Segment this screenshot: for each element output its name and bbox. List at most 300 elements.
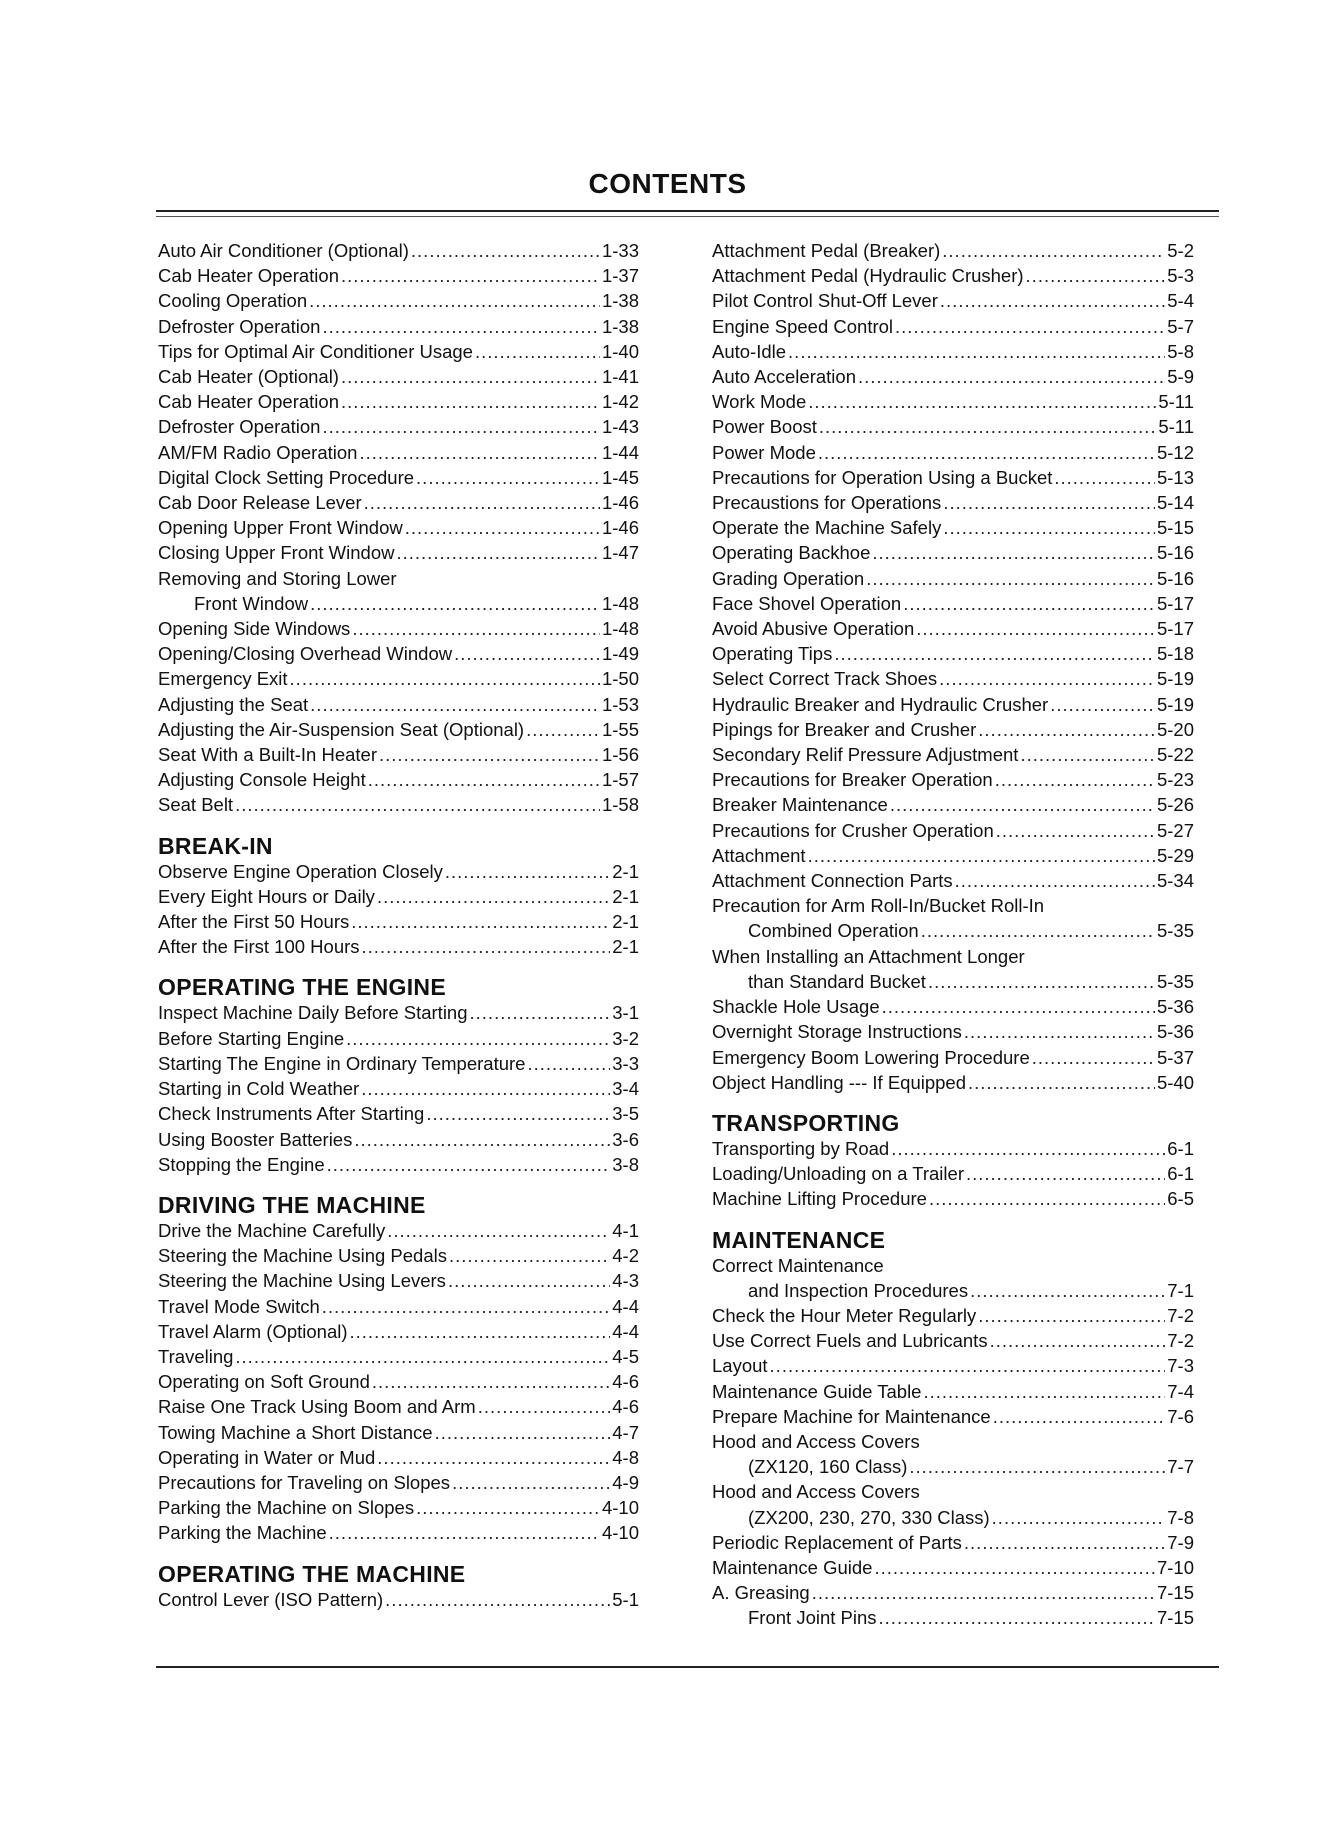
toc-entry-title: Emergency Exit bbox=[158, 668, 288, 690]
toc-group bbox=[712, 1530, 1194, 1606]
toc-entry-page: 6-1 bbox=[1167, 1137, 1194, 1159]
toc-entry-title: Maintenance Guide Table bbox=[712, 1380, 922, 1402]
dot-leader bbox=[290, 666, 600, 691]
toc-entry-page: 1-49 bbox=[601, 643, 639, 665]
toc-entry-page: 5-7 bbox=[1167, 315, 1194, 337]
toc-entry-page: 5-15 bbox=[1156, 517, 1194, 539]
toc-entry[interactable] bbox=[158, 414, 639, 439]
toc-entry-title: Digital Clock Setting Procedure bbox=[158, 466, 415, 488]
toc-entry-page: 5-16 bbox=[1156, 542, 1194, 564]
dot-leader bbox=[1054, 465, 1155, 490]
toc-entry-title: Pilot Control Shut-Off Lever bbox=[712, 290, 938, 312]
toc-entry[interactable] bbox=[158, 909, 639, 934]
dot-leader bbox=[341, 364, 600, 389]
toc-entry[interactable] bbox=[712, 515, 1194, 540]
toc-entry[interactable] bbox=[712, 1605, 1194, 1630]
dot-leader bbox=[322, 314, 600, 339]
toc-entry-title: Overnight Storage Instructions bbox=[712, 1021, 962, 1043]
toc-entry-page: 4-6 bbox=[612, 1396, 639, 1418]
dot-leader bbox=[352, 616, 600, 641]
toc-entry-page: 2-1 bbox=[612, 936, 639, 958]
toc-entry[interactable] bbox=[712, 868, 1194, 893]
dot-leader bbox=[416, 465, 600, 490]
toc-entry-title: Cooling Operation bbox=[158, 290, 308, 312]
toc-entry[interactable] bbox=[158, 717, 639, 742]
dot-leader bbox=[341, 389, 600, 414]
dot-leader bbox=[879, 1605, 1155, 1630]
toc-entry[interactable] bbox=[712, 717, 1194, 742]
toc-entry[interactable] bbox=[158, 1218, 639, 1243]
toc-entry-page: 7-1 bbox=[1167, 1279, 1194, 1301]
toc-entry-page: 5-11 bbox=[1158, 391, 1194, 413]
dot-leader bbox=[310, 692, 600, 717]
toc-entry-page: 6-1 bbox=[1167, 1163, 1194, 1185]
dot-leader bbox=[943, 490, 1155, 515]
toc-entry-title: Drive the Machine Carefully bbox=[158, 1219, 386, 1241]
toc-entry-title: Adjusting the Air-Suspension Seat (Optional) bbox=[158, 718, 525, 740]
toc-entry[interactable] bbox=[158, 1294, 639, 1319]
toc-entry-page: 3-8 bbox=[612, 1153, 639, 1175]
toc-entry-title: Machine Lifting Procedure bbox=[712, 1188, 927, 1210]
toc-entry-title: Opening Upper Front Window bbox=[158, 517, 403, 539]
toc-entry[interactable] bbox=[712, 414, 1194, 439]
dot-leader bbox=[322, 414, 600, 439]
dot-leader bbox=[350, 1319, 611, 1344]
toc-entry[interactable] bbox=[158, 490, 639, 515]
toc-entry-page: 7-10 bbox=[1156, 1556, 1194, 1578]
toc-entry-title: Starting in Cold Weather bbox=[158, 1078, 360, 1100]
toc-entry[interactable] bbox=[712, 364, 1194, 389]
toc-group bbox=[158, 1587, 639, 1612]
toc-entry-title: Power Boost bbox=[712, 416, 817, 438]
toc-entry-title: Operate the Machine Safely bbox=[712, 517, 942, 539]
toc-entry[interactable] bbox=[712, 314, 1194, 339]
toc-entry[interactable] bbox=[158, 884, 639, 909]
toc-entry[interactable] bbox=[158, 1470, 639, 1495]
dot-leader bbox=[770, 1353, 1166, 1378]
toc-entry[interactable] bbox=[158, 238, 639, 263]
dot-leader bbox=[368, 767, 600, 792]
toc-entry[interactable] bbox=[158, 1101, 639, 1126]
toc-entry-title: Front Joint Pins bbox=[748, 1607, 877, 1629]
toc-entry[interactable] bbox=[158, 314, 639, 339]
toc-entry-first-line[interactable]: Hood and Access Covers bbox=[712, 1481, 920, 1503]
toc-entry[interactable] bbox=[158, 364, 639, 389]
toc-entry-title: than Standard Bucket bbox=[748, 970, 926, 992]
toc-entry-page: 3-1 bbox=[612, 1002, 639, 1024]
dot-leader bbox=[970, 1278, 1165, 1303]
toc-entry-page: 5-40 bbox=[1156, 1071, 1194, 1093]
dot-leader bbox=[387, 1218, 610, 1243]
toc-entry-page: 2-1 bbox=[612, 911, 639, 933]
toc-entry-page: 3-2 bbox=[612, 1027, 639, 1049]
toc-entry-page: 2-1 bbox=[612, 860, 639, 882]
toc-entry[interactable] bbox=[712, 440, 1194, 465]
dot-leader bbox=[327, 1152, 611, 1177]
toc-entry-title: Stopping the Engine bbox=[158, 1153, 325, 1175]
toc-entry[interactable] bbox=[158, 1369, 639, 1394]
toc-entry[interactable] bbox=[712, 1019, 1194, 1044]
dot-leader bbox=[891, 1136, 1165, 1161]
dot-leader bbox=[526, 717, 600, 742]
toc-entry-title: Operating on Soft Ground bbox=[158, 1371, 370, 1393]
toc-entry-title: Auto Acceleration bbox=[712, 366, 856, 388]
toc-entry[interactable] bbox=[158, 1152, 639, 1177]
toc-entry[interactable] bbox=[712, 288, 1194, 313]
toc-entry[interactable] bbox=[158, 288, 639, 313]
toc-entry[interactable] bbox=[158, 767, 639, 792]
toc-entry-page: 4-10 bbox=[601, 1497, 639, 1519]
toc-entry[interactable] bbox=[712, 1505, 1194, 1530]
dot-leader bbox=[426, 1101, 610, 1126]
toc-entry-title: Operating Backhoe bbox=[712, 542, 871, 564]
toc-entry[interactable] bbox=[712, 1580, 1194, 1605]
dot-leader bbox=[1020, 742, 1155, 767]
toc-entry[interactable] bbox=[712, 994, 1194, 1019]
toc-entry[interactable] bbox=[158, 339, 639, 364]
toc-entry-page: 4-4 bbox=[612, 1295, 639, 1317]
toc-entry-title: Control Lever (ISO Pattern) bbox=[158, 1588, 384, 1610]
toc-entry-page: 7-2 bbox=[1167, 1304, 1194, 1326]
toc-entry-title: Attachment bbox=[712, 844, 806, 866]
toc-entry-page: 1-43 bbox=[601, 416, 639, 438]
toc-entry[interactable] bbox=[712, 1045, 1194, 1070]
toc-entry[interactable] bbox=[158, 1420, 639, 1445]
toc-entry-page: 7-7 bbox=[1167, 1456, 1194, 1478]
toc-entry-title: Check Instruments After Starting bbox=[158, 1103, 425, 1125]
dot-leader bbox=[909, 1454, 1165, 1479]
toc-entry[interactable] bbox=[712, 1379, 1194, 1404]
toc-entry[interactable] bbox=[158, 515, 639, 540]
toc-entry[interactable] bbox=[712, 818, 1194, 843]
toc-entry[interactable] bbox=[158, 1026, 639, 1051]
toc-entry-title: Using Booster Batteries bbox=[158, 1128, 353, 1150]
toc-entry[interactable] bbox=[158, 1445, 639, 1470]
toc-entry-page: 4-6 bbox=[612, 1371, 639, 1393]
toc-entry-title: Seat With a Built-In Heater bbox=[158, 744, 378, 766]
toc-entry-title: Cab Door Release Lever bbox=[158, 492, 362, 514]
toc-entry-title: Power Mode bbox=[712, 441, 816, 463]
toc-entry-page: 1-56 bbox=[601, 744, 639, 766]
toc-right-column bbox=[712, 238, 1194, 1631]
toc-entry-title: Attachment Pedal (Hydraulic Crusher) bbox=[712, 265, 1024, 287]
dot-leader bbox=[808, 389, 1156, 414]
toc-entry-page: 1-46 bbox=[601, 492, 639, 514]
toc-entry-title: Loading/Unloading on a Trailer bbox=[712, 1163, 964, 1185]
toc-entry-title: Combined Operation bbox=[748, 920, 919, 942]
toc-entry-page: 7-9 bbox=[1167, 1531, 1194, 1553]
toc-entry[interactable] bbox=[158, 1268, 639, 1293]
toc-entry-title: Starting The Engine in Ordinary Temperature bbox=[158, 1052, 526, 1074]
toc-entry-page: 5-36 bbox=[1156, 996, 1194, 1018]
toc-entry[interactable] bbox=[712, 843, 1194, 868]
dot-leader bbox=[942, 238, 1165, 263]
toc-entry[interactable] bbox=[712, 1186, 1194, 1211]
toc-entry[interactable] bbox=[712, 263, 1194, 288]
toc-entry[interactable] bbox=[712, 1404, 1194, 1429]
dot-leader bbox=[1026, 263, 1166, 288]
toc-entry-page: 5-22 bbox=[1156, 744, 1194, 766]
toc-entry[interactable] bbox=[158, 1127, 639, 1152]
dot-leader bbox=[405, 515, 600, 540]
toc-entry[interactable] bbox=[158, 1319, 639, 1344]
toc-entry[interactable] bbox=[712, 465, 1194, 490]
toc-entry-page: 3-6 bbox=[612, 1128, 639, 1150]
toc-entry-page: 1-42 bbox=[601, 391, 639, 413]
top-rule bbox=[156, 210, 1219, 212]
toc-entry-page: 6-5 bbox=[1167, 1188, 1194, 1210]
toc-entry[interactable] bbox=[712, 1454, 1194, 1479]
toc-entry[interactable] bbox=[712, 792, 1194, 817]
toc-entry-page: 1-38 bbox=[601, 315, 639, 337]
dot-leader bbox=[939, 666, 1155, 691]
toc-entry-page: 1-38 bbox=[601, 290, 639, 312]
toc-entry[interactable] bbox=[158, 1243, 639, 1268]
toc-entry-page: 3-3 bbox=[612, 1052, 639, 1074]
dot-leader bbox=[964, 1530, 1165, 1555]
toc-entry-page: 1-44 bbox=[601, 441, 639, 463]
toc-entry-page: 1-50 bbox=[601, 668, 639, 690]
toc-entry[interactable] bbox=[712, 616, 1194, 641]
toc-entry-first-line[interactable]: Correct Maintenance bbox=[712, 1254, 884, 1276]
toc-entry-title: Use Correct Fuels and Lubricants bbox=[712, 1330, 988, 1352]
dot-leader bbox=[448, 1268, 610, 1293]
dot-leader bbox=[1032, 1045, 1155, 1070]
toc-entry-first-line[interactable]: Removing and Storing Lower bbox=[158, 567, 397, 589]
dot-leader bbox=[834, 641, 1155, 666]
dot-leader bbox=[818, 440, 1155, 465]
toc-entry[interactable] bbox=[712, 767, 1194, 792]
dot-leader bbox=[808, 843, 1155, 868]
toc-entry[interactable] bbox=[158, 1587, 639, 1612]
toc-entry[interactable] bbox=[712, 1070, 1194, 1095]
toc-entry-page: 5-19 bbox=[1156, 668, 1194, 690]
toc-entry-title: Periodic Replacement of Parts bbox=[712, 1531, 962, 1553]
dot-leader bbox=[235, 1344, 610, 1369]
toc-group bbox=[158, 1218, 639, 1546]
dot-leader bbox=[819, 414, 1156, 439]
toc-entry-title: Check the Hour Meter Regularly bbox=[712, 1304, 977, 1326]
toc-entry-title: Inspect Machine Daily Before Starting bbox=[158, 1002, 468, 1024]
dot-leader bbox=[968, 1070, 1155, 1095]
dot-leader bbox=[903, 591, 1155, 616]
dot-leader bbox=[955, 868, 1155, 893]
toc-entry[interactable] bbox=[712, 692, 1194, 717]
dot-leader bbox=[359, 440, 600, 465]
dot-leader bbox=[940, 288, 1165, 313]
toc-entry-title: Steering the Machine Using Pedals bbox=[158, 1245, 447, 1267]
toc-entry-page: 3-5 bbox=[612, 1103, 639, 1125]
dot-leader bbox=[923, 1379, 1165, 1404]
toc-entry-page: 4-2 bbox=[612, 1245, 639, 1267]
toc-entry[interactable] bbox=[712, 666, 1194, 691]
toc-entry[interactable] bbox=[712, 540, 1194, 565]
toc-entry[interactable] bbox=[712, 389, 1194, 414]
toc-left-column bbox=[158, 238, 639, 1612]
toc-entry[interactable] bbox=[158, 1495, 639, 1520]
toc-entry[interactable] bbox=[158, 540, 639, 565]
toc-entry-page: 5-27 bbox=[1156, 819, 1194, 841]
toc-entry-page: 7-15 bbox=[1156, 1582, 1194, 1604]
toc-entry[interactable] bbox=[712, 1328, 1194, 1353]
dot-leader bbox=[1050, 692, 1155, 717]
toc-entry-page: 7-6 bbox=[1167, 1405, 1194, 1427]
toc-entry-page: 5-35 bbox=[1156, 920, 1194, 942]
toc-entry[interactable] bbox=[158, 465, 639, 490]
toc-entry-page: 5-19 bbox=[1156, 693, 1194, 715]
toc-entry-page: 4-5 bbox=[612, 1345, 639, 1367]
toc-entry-title: Precautions for Operation Using a Bucket bbox=[712, 466, 1053, 488]
toc-entry-title: Engine Speed Control bbox=[712, 315, 894, 337]
toc-entry-title: Front Window bbox=[194, 592, 309, 614]
toc-entry[interactable] bbox=[158, 742, 639, 767]
dot-leader bbox=[978, 717, 1155, 742]
toc-group bbox=[712, 1136, 1194, 1212]
toc-entry[interactable] bbox=[712, 1303, 1194, 1328]
toc-entry-page: 3-4 bbox=[612, 1078, 639, 1100]
toc-group bbox=[158, 1000, 639, 1176]
toc-entry-title: and Inspection Procedures bbox=[748, 1279, 969, 1301]
toc-entry[interactable] bbox=[712, 1555, 1194, 1580]
toc-entry[interactable] bbox=[712, 1136, 1194, 1161]
top-rule-thin bbox=[156, 216, 1219, 217]
dot-leader bbox=[396, 540, 599, 565]
dot-leader bbox=[966, 1161, 1165, 1186]
toc-entry-page: 5-35 bbox=[1156, 970, 1194, 992]
toc-entry-title: Travel Alarm (Optional) bbox=[158, 1320, 348, 1342]
toc-entry-title: Object Handling --- If Equipped bbox=[712, 1071, 966, 1093]
toc-entry-title: Avoid Abusive Operation bbox=[712, 618, 915, 640]
toc-entry-first-line[interactable]: Hood and Access Covers bbox=[712, 1430, 920, 1452]
toc-entry[interactable] bbox=[158, 1394, 639, 1419]
toc-entry[interactable] bbox=[712, 490, 1194, 515]
dot-leader bbox=[996, 818, 1155, 843]
toc-entry[interactable] bbox=[712, 1161, 1194, 1186]
dot-leader bbox=[995, 767, 1155, 792]
toc-entry-title: Prepare Machine for Maintenance bbox=[712, 1405, 991, 1427]
toc-entry-page: 5-8 bbox=[1167, 340, 1194, 362]
dot-leader bbox=[895, 314, 1165, 339]
toc-entry-title: Raise One Track Using Boom and Arm bbox=[158, 1396, 476, 1418]
toc-entry[interactable] bbox=[158, 263, 639, 288]
toc-entry-page: 5-26 bbox=[1156, 794, 1194, 816]
toc-entry[interactable] bbox=[712, 238, 1194, 263]
section-heading-operating-engine: OPERATING THE ENGINE bbox=[158, 974, 446, 1001]
toc-entry-title: Attachment Pedal (Breaker) bbox=[712, 240, 941, 261]
dot-leader bbox=[351, 909, 610, 934]
toc-entry-title: Secondary Relif Pressure Adjustment bbox=[712, 744, 1019, 766]
toc-entry[interactable] bbox=[712, 1353, 1194, 1378]
dot-leader bbox=[929, 1186, 1165, 1211]
dot-leader bbox=[964, 1019, 1155, 1044]
dot-leader bbox=[416, 1495, 600, 1520]
toc-entry[interactable] bbox=[712, 918, 1194, 943]
dot-leader bbox=[362, 934, 611, 959]
toc-entry-page: 7-3 bbox=[1167, 1355, 1194, 1377]
toc-entry-page: 5-23 bbox=[1156, 769, 1194, 791]
toc-entry-title: Precautions for Crusher Operation bbox=[712, 819, 994, 841]
dot-leader bbox=[452, 1470, 610, 1495]
dot-leader bbox=[361, 1076, 610, 1101]
toc-entry-page: 1-37 bbox=[601, 265, 639, 287]
toc-entry-title: Attachment Connection Parts bbox=[712, 870, 953, 892]
toc-entry-page: 5-18 bbox=[1156, 643, 1194, 665]
dot-leader bbox=[411, 238, 600, 263]
dot-leader bbox=[993, 1404, 1166, 1429]
dot-leader bbox=[329, 1520, 600, 1545]
toc-entry-title: Closing Upper Front Window bbox=[158, 542, 395, 564]
toc-entry[interactable] bbox=[158, 440, 639, 465]
toc-entry[interactable] bbox=[158, 1076, 639, 1101]
toc-entry[interactable] bbox=[158, 934, 639, 959]
toc-entry[interactable] bbox=[158, 389, 639, 414]
dot-leader bbox=[364, 490, 600, 515]
toc-entry[interactable] bbox=[158, 792, 639, 817]
dot-leader bbox=[882, 994, 1155, 1019]
section-heading-break-in: BREAK-IN bbox=[158, 832, 273, 859]
toc-entry[interactable] bbox=[712, 969, 1194, 994]
toc-entry[interactable] bbox=[712, 339, 1194, 364]
toc-entry-title: Auto-Idle bbox=[712, 340, 787, 362]
toc-entry[interactable] bbox=[158, 1051, 639, 1076]
toc-entry-page: 7-15 bbox=[1156, 1607, 1194, 1629]
toc-entry-page: 1-58 bbox=[601, 794, 639, 816]
toc-entry-page: 4-4 bbox=[612, 1320, 639, 1342]
toc-entry-title: Pipings for Breaker and Crusher bbox=[712, 718, 977, 740]
toc-entry[interactable] bbox=[712, 591, 1194, 616]
toc-entry[interactable] bbox=[712, 742, 1194, 767]
dot-leader bbox=[310, 591, 600, 616]
toc-entry[interactable] bbox=[712, 1278, 1194, 1303]
toc-entry-title: Steering the Machine Using Levers bbox=[158, 1270, 446, 1292]
section-heading-operating-machine: OPERATING THE MACHINE bbox=[158, 1560, 466, 1587]
toc-entry-first-line[interactable]: When Installing an Attachment Longer bbox=[712, 945, 1025, 967]
dot-leader bbox=[872, 540, 1155, 565]
section-heading-driving-machine: DRIVING THE MACHINE bbox=[158, 1191, 426, 1218]
toc-entry-title: Opening/Closing Overhead Window bbox=[158, 643, 453, 665]
toc-group bbox=[712, 1303, 1194, 1429]
toc-entry-title: Cab Heater Operation bbox=[158, 265, 339, 287]
dot-leader bbox=[992, 1505, 1166, 1530]
toc-entry[interactable] bbox=[158, 692, 639, 717]
toc-entry-first-line[interactable]: Precaution for Arm Roll-In/Bucket Roll-In bbox=[712, 895, 1045, 917]
dot-leader bbox=[478, 1394, 611, 1419]
toc-entry-page: 1-48 bbox=[601, 618, 639, 640]
toc-entry-page: 1-55 bbox=[601, 718, 639, 740]
toc-entry[interactable] bbox=[158, 666, 639, 691]
toc-entry[interactable] bbox=[158, 641, 639, 666]
toc-entry[interactable] bbox=[158, 1344, 639, 1369]
toc-entry[interactable] bbox=[712, 566, 1194, 591]
toc-entry[interactable] bbox=[158, 1520, 639, 1545]
toc-entry-title: Operating Tips bbox=[712, 643, 833, 665]
toc-entry[interactable] bbox=[158, 616, 639, 641]
toc-entry-title: Defroster Operation bbox=[158, 416, 321, 438]
toc-entry-title: Layout bbox=[712, 1355, 768, 1377]
toc-entry[interactable] bbox=[712, 1530, 1194, 1555]
toc-entry-page: 2-1 bbox=[612, 885, 639, 907]
toc-entry[interactable] bbox=[158, 591, 639, 616]
toc-entry-page: 5-17 bbox=[1156, 592, 1194, 614]
toc-entry-page: 5-29 bbox=[1156, 844, 1194, 866]
toc-entry-page: 7-2 bbox=[1167, 1330, 1194, 1352]
toc-entry[interactable] bbox=[712, 641, 1194, 666]
toc-entry[interactable] bbox=[158, 859, 639, 884]
toc-entry-page: 7-8 bbox=[1167, 1506, 1194, 1528]
toc-entry[interactable] bbox=[158, 1000, 639, 1025]
toc-entry-title: Shackle Hole Usage bbox=[712, 996, 880, 1018]
toc-entry-title: Cab Heater (Optional) bbox=[158, 366, 339, 388]
